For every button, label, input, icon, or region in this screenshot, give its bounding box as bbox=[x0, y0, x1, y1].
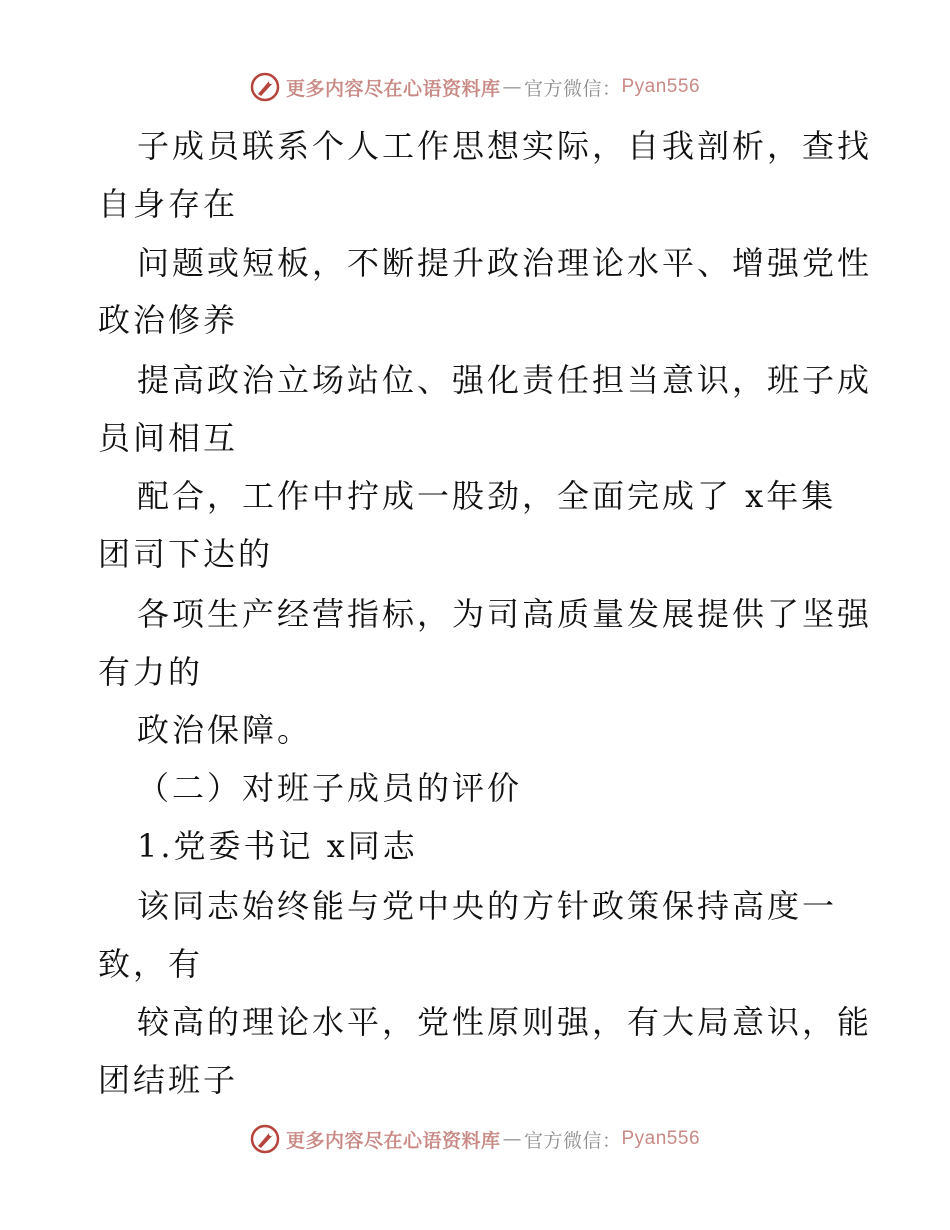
watermark-label: 官方微信： bbox=[523, 77, 622, 100]
pen-nib-seal-icon bbox=[250, 72, 280, 102]
body-line: 有力的 bbox=[98, 653, 204, 691]
body-line: 自身存在 bbox=[98, 185, 239, 223]
watermark-label: 官方微信： bbox=[523, 1129, 622, 1152]
footer-watermark bbox=[0, 1124, 950, 1154]
watermark-id: Pyan556 bbox=[621, 76, 701, 97]
body-line: 提高政治立场站位、强化责任担当意识，班子成 bbox=[137, 361, 873, 399]
watermark-brand: 更多内容尽在心语资料库 bbox=[285, 77, 501, 100]
body-line: 致，有 bbox=[98, 945, 204, 983]
section-heading: （二）对班子成员的评价 bbox=[137, 769, 523, 807]
body-line: 员间相互 bbox=[98, 419, 239, 457]
body-line: 问题或短板，不断提升政治理论水平、增强党性 bbox=[137, 244, 873, 282]
header-watermark bbox=[0, 72, 950, 102]
body-line: 团司下达的 bbox=[98, 535, 274, 573]
subsection-heading: 1.党委书记 x同志 bbox=[137, 827, 418, 865]
pen-nib-seal-icon bbox=[250, 1124, 280, 1154]
body-line: 配合，工作中拧成一股劲，全面完成了 x年集 bbox=[137, 477, 837, 515]
body-line: 较高的理论水平，党性原则强，有大局意识，能 bbox=[137, 1003, 873, 1041]
body-line: 各项生产经营指标，为司高质量发展提供了坚强 bbox=[137, 595, 873, 633]
body-line: 团结班子 bbox=[98, 1061, 239, 1099]
watermark-dash: — bbox=[502, 1128, 522, 1150]
body-line: 政治修养 bbox=[98, 301, 239, 339]
watermark-dash: — bbox=[502, 76, 522, 98]
body-line: 子成员联系个人工作思想实际，自我剖析，查找 bbox=[137, 127, 873, 165]
watermark-brand: 更多内容尽在心语资料库 bbox=[285, 1129, 501, 1152]
body-line: 该同志始终能与党中央的方针政策保持高度一 bbox=[137, 887, 838, 925]
watermark-id: Pyan556 bbox=[621, 1128, 701, 1149]
body-line: 政治保障。 bbox=[137, 711, 313, 749]
